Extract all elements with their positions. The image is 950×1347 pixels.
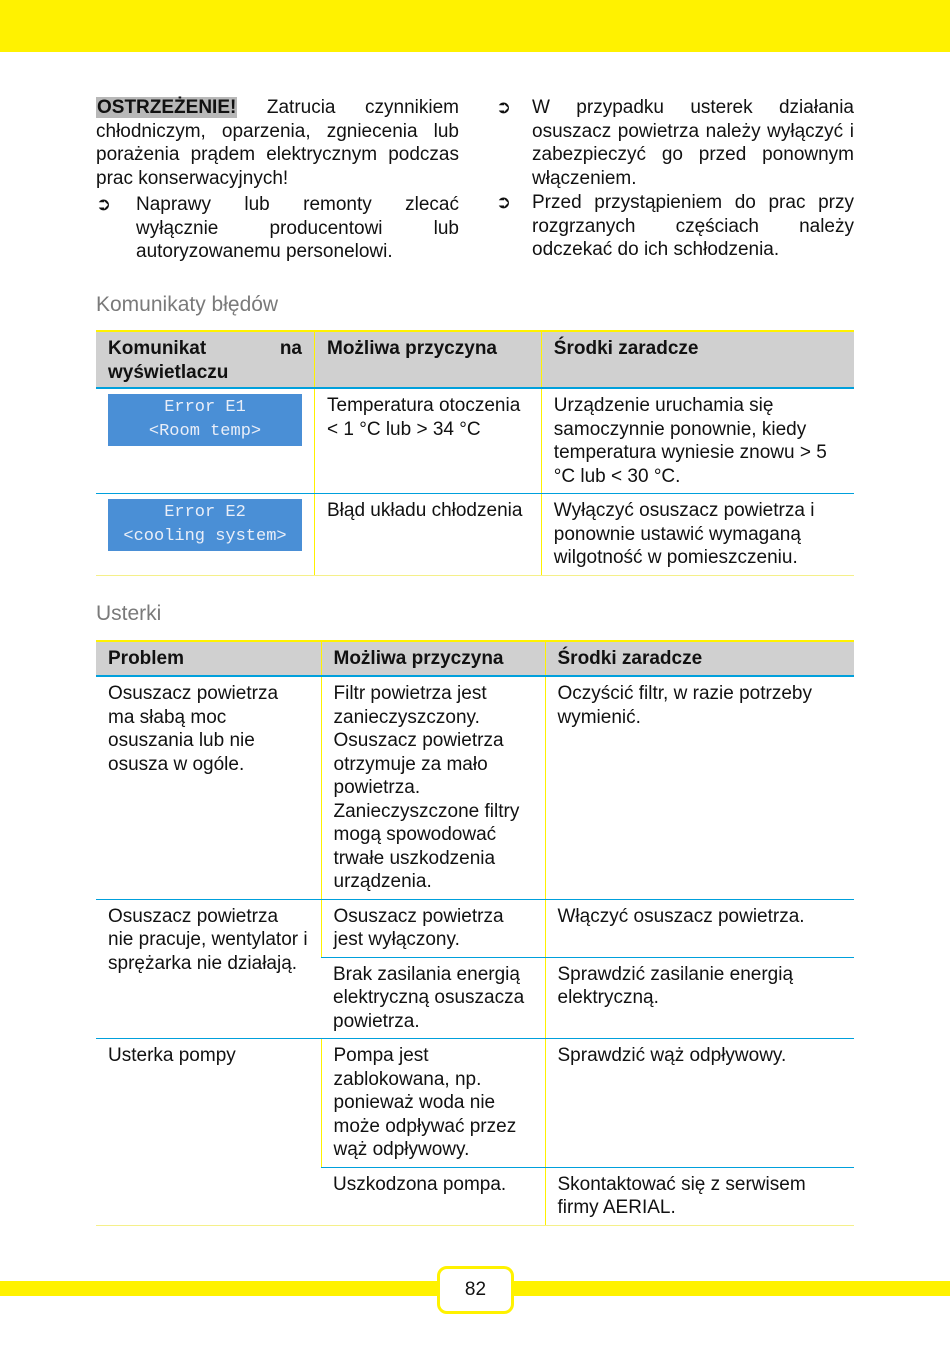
remedy-cell: Sprawdzić wąż odpływowy. bbox=[545, 1039, 854, 1168]
cause-cell: Brak zasilania energią elektryczną osuszacza powietrza. bbox=[321, 957, 545, 1039]
column-header-display-message bbox=[96, 331, 315, 388]
problem-cell: Osuszacz powietrza ma słabą moc osuszania lub nie osusza w ogóle. bbox=[96, 676, 321, 899]
table-row bbox=[96, 1039, 854, 1168]
cause-cell: Uszkodzona pompa. bbox=[321, 1167, 545, 1225]
cause-cell: Pompa jest zablokowana, np. ponieważ woda nie może odpływać przez wąż odpływowy. bbox=[321, 1039, 545, 1168]
top-color-bar bbox=[0, 0, 950, 52]
table-header-row bbox=[96, 641, 854, 676]
cause-cell: Filtr powietrza jest zanieczyszczony. Osuszacz powietrza otrzymuje za mało powietrza. Zanieczyszczone filtry mogą spowodować trwałe uszkodzenia urządzenia. bbox=[321, 676, 545, 899]
safety-notes bbox=[96, 96, 854, 264]
bullet-item bbox=[96, 193, 459, 264]
faults-heading: Usterki bbox=[96, 602, 162, 625]
display-message-cell bbox=[96, 388, 315, 494]
header-word: na bbox=[279, 338, 302, 359]
bullet-text: W przypadku usterek działania osuszacz powietrza należy wyłączyć i zabezpieczyć go przed ponownym włączeniem. bbox=[532, 97, 854, 189]
lcd-line: <cooling system> bbox=[123, 527, 287, 546]
lcd-display bbox=[108, 499, 302, 551]
remedy-cell: Wyłączyć osuszacz powietrza i ponownie ustawić wymaganą wilgotność w pomieszczeniu. bbox=[541, 494, 854, 576]
faults-table bbox=[96, 640, 854, 1226]
column-header-cause: Możliwa przyczyna bbox=[315, 331, 542, 388]
lcd-line: Error E2 bbox=[164, 503, 246, 522]
cause-cell: Osuszacz powietrza jest wyłączony. bbox=[321, 899, 545, 957]
warning-paragraph bbox=[96, 96, 459, 190]
safety-notes-right-column bbox=[496, 96, 854, 264]
table-header-row bbox=[96, 331, 854, 388]
cause-cell: Błąd układu chłodzenia bbox=[315, 494, 542, 576]
arrow-bullet-icon: ➲ bbox=[96, 194, 112, 214]
table-row bbox=[96, 676, 854, 899]
column-header-remedy: Środki zaradcze bbox=[545, 641, 854, 676]
table-row bbox=[96, 494, 854, 576]
bullet-text: Przed przystąpieniem do prac przy rozgrzanych częściach należy odczekać do ich schłodzenia. bbox=[532, 192, 854, 260]
lcd-line: Error E1 bbox=[164, 398, 246, 417]
column-header-problem: Problem bbox=[96, 641, 321, 676]
bullet-item bbox=[496, 191, 854, 262]
column-header-remedy: Środki zaradcze bbox=[541, 331, 854, 388]
problem-cell: Osuszacz powietrza nie pracuje, wentylator i sprężarka nie działają. bbox=[96, 899, 321, 1039]
column-header-cause: Możliwa przyczyna bbox=[321, 641, 545, 676]
error-messages-heading: Komunikaty błędów bbox=[96, 293, 279, 316]
display-message-cell bbox=[96, 494, 315, 576]
remedy-cell: Oczyścić filtr, w razie potrzeby wymienić. bbox=[545, 676, 854, 899]
remedy-cell: Włączyć osuszacz powietrza. bbox=[545, 899, 854, 957]
table-row bbox=[96, 899, 854, 957]
lcd-line: <Room temp> bbox=[148, 422, 262, 441]
problem-cell: Usterka pompy bbox=[96, 1039, 321, 1226]
page-number: 82 bbox=[464, 1279, 487, 1300]
error-messages-table bbox=[96, 330, 854, 576]
remedy-cell: Skontaktować się z serwisem firmy AERIAL. bbox=[545, 1167, 854, 1225]
bullet-text: Naprawy lub remonty zlecać wyłącznie producentowi lub autoryzowanemu personelowi. bbox=[136, 194, 459, 262]
header-word: Komunikat bbox=[108, 338, 207, 359]
bullet-item bbox=[496, 96, 854, 190]
cause-cell: Temperatura otoczenia < 1 °C lub > 34 °C bbox=[315, 388, 542, 494]
lcd-display bbox=[108, 394, 302, 446]
arrow-bullet-icon: ➲ bbox=[496, 192, 512, 212]
warning-text: Zatrucia czynnikiem chłodniczym, oparzenia, zgniecenia lub porażenia prądem elektrycznym podczas prac konserwacyjnych! bbox=[96, 97, 459, 189]
warning-label: OSTRZEŻENIE! bbox=[97, 97, 237, 118]
remedy-cell: Urządzenie uruchamia się samoczynnie ponownie, kiedy temperatura wyniesie znowu > 5 °C lub < 30 °C. bbox=[541, 388, 854, 494]
header-word: wyświetlaczu bbox=[108, 361, 229, 383]
remedy-cell: Sprawdzić zasilanie energią elektryczną. bbox=[545, 957, 854, 1039]
safety-notes-left-column bbox=[96, 96, 459, 264]
arrow-bullet-icon: ➲ bbox=[496, 97, 512, 117]
table-row bbox=[96, 388, 854, 494]
